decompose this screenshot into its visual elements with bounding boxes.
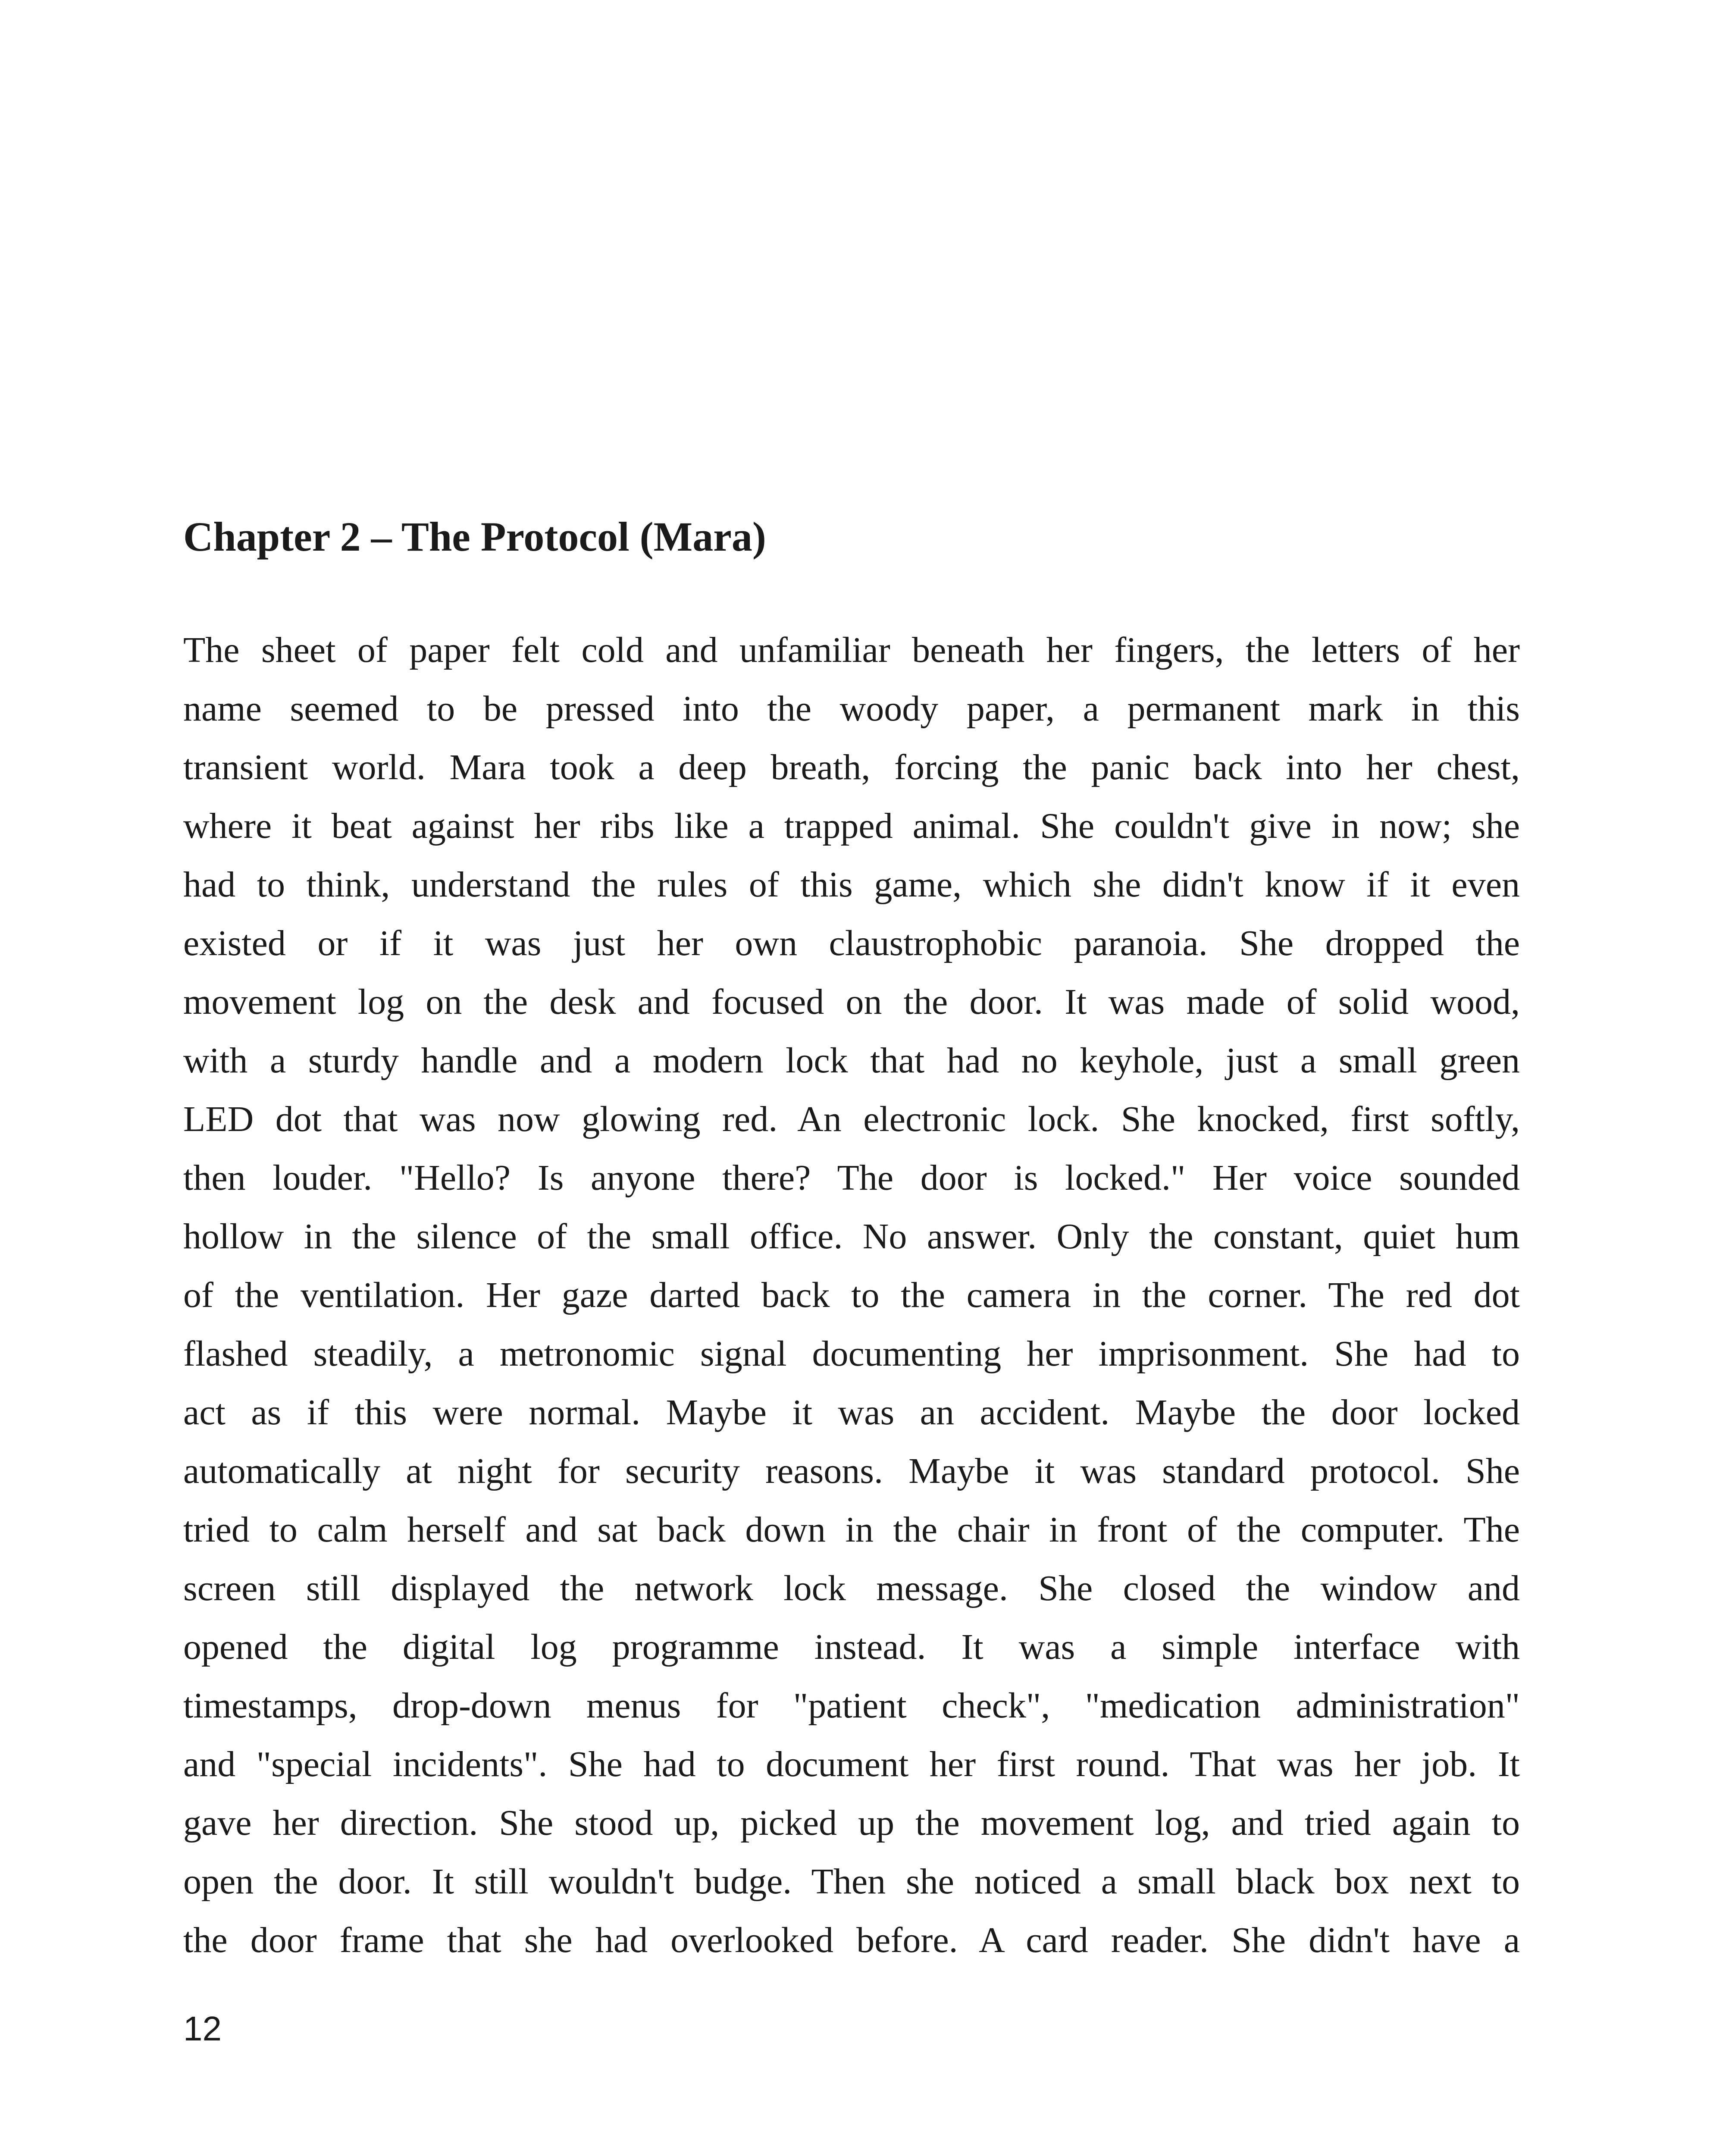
text-line: hollow in the silence of the small office. No answer. Only the constant, quiet hum [183, 1216, 1520, 1257]
text-line: existed or if it was just her own claustrophobic paranoia. She dropped the [183, 923, 1520, 963]
text-line: LED dot that was now glowing red. An electronic lock. She knocked, first softly, [183, 1099, 1520, 1139]
text-line: movement log on the desk and focused on the door. It was made of solid wood, [183, 982, 1520, 1022]
text-line: timestamps, drop-down menus for "patient check", "medication administration" [183, 1686, 1520, 1726]
text-line: gave her direction. She stood up, picked up the movement log, and tried again to [183, 1803, 1520, 1843]
text-line: and "special incidents". She had to document her first round. That was her job. It [183, 1744, 1520, 1784]
text-line: then louder. "Hello? Is anyone there? The door is locked." Her voice sounded [183, 1158, 1520, 1198]
text-line: automatically at night for security reasons. Maybe it was standard protocol. She [183, 1451, 1520, 1491]
text-line: transient world. Mara took a deep breath, forcing the panic back into her chest, [183, 747, 1520, 787]
page-number: 12 [183, 2009, 222, 2048]
text-line: open the door. It still wouldn't budge. Then she noticed a small black box next to [183, 1861, 1520, 1902]
text-line: tried to calm herself and sat back down in the chair in front of the computer. The [183, 1510, 1520, 1550]
text-line: flashed steadily, a metronomic signal documenting her imprisonment. She had to [183, 1334, 1520, 1374]
text-line: name seemed to be pressed into the woody paper, a permanent mark in this [183, 689, 1520, 729]
text-line: had to think, understand the rules of this game, which she didn't know if it even [183, 865, 1520, 905]
text-line: with a sturdy handle and a modern lock that had no keyhole, just a small green [183, 1040, 1520, 1081]
chapter-title: Chapter 2 – The Protocol (Mara) [183, 514, 766, 560]
text-line: of the ventilation. Her gaze darted back to the camera in the corner. The red dot [183, 1275, 1520, 1315]
text-line: screen still displayed the network lock message. She closed the window and [183, 1568, 1520, 1608]
text-line: the door frame that she had overlooked before. A card reader. She didn't have a [183, 1920, 1520, 1960]
chapter-body-text [183, 621, 1520, 1970]
text-line: where it beat against her ribs like a trapped animal. She couldn't give in now; she [183, 806, 1520, 846]
text-line: act as if this were normal. Maybe it was an accident. Maybe the door locked [183, 1392, 1520, 1432]
text-line: The sheet of paper felt cold and unfamiliar beneath her fingers, the letters of her [183, 630, 1520, 670]
text-line: opened the digital log programme instead. It was a simple interface with [183, 1627, 1520, 1667]
